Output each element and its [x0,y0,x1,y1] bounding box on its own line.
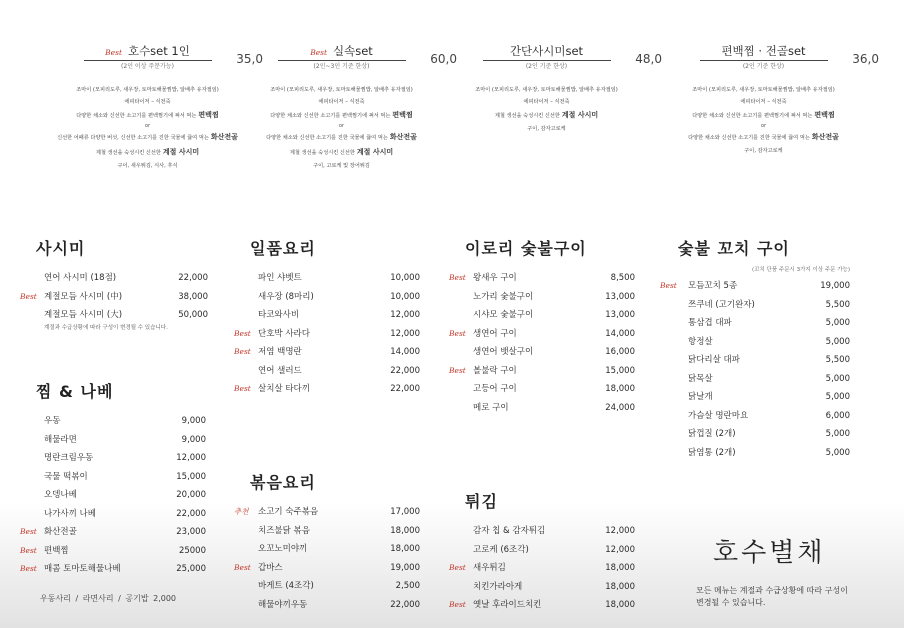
set-line-text: 구이, 감자고로케 [744,148,783,154]
set-note: (2인 이상 주문가능) [121,63,174,70]
menu-item [678,444,850,463]
menu-item-name: 닭염통 (2개) [688,447,736,458]
menu-item [465,578,635,597]
section-ilpum [234,236,420,399]
menu-item-name: 편백찜 [44,545,69,556]
menu-item-name: 계절모듬 사시미 (中) [44,291,123,302]
section-irori [449,236,635,417]
menu-item-name: 파인 샤벳트 [258,273,302,283]
set-line-highlight: 화산전골 [811,133,839,141]
menu-item-name: 노가리 숯불구이 [473,291,534,302]
set-line [234,130,449,145]
menu-list [20,412,206,579]
menu-item-price: 38,000 [178,291,208,302]
set-or-divider [40,123,255,130]
set-title [278,43,406,61]
menu-item [465,306,635,325]
menu-item-price: 10,000 [390,291,420,302]
menu-item-price: 9,000 [181,416,206,426]
set-line-text: 에피타이저 – 식전죽 [523,99,570,105]
set-line [40,145,255,160]
best-tag: Best [20,564,37,573]
menu-item [465,288,635,307]
menu-item [36,505,206,524]
set-line-text: 조마이 (모피리도루, 새우장, 토마토해물찜밥, 알배추 유자절임) [270,87,413,93]
set-line [234,108,449,123]
set-line-text: 구이, 감자고로케 [527,126,566,132]
set-line [234,145,449,160]
menu-item-name: 단호박 사라다 [258,328,310,339]
best-tag: Best [449,365,466,375]
section-title: 일품요리 [250,239,316,258]
set-lines [439,84,654,135]
menu-item-price: 15,000 [176,471,206,482]
menu-item-price: 20,000 [176,490,206,500]
set-line-highlight: 편백찜 [392,111,413,119]
menu-item-name: 모듬꼬치 5종 [688,281,738,291]
set-line-text: 제철 생선을 숙성시킨 신선한 [95,150,161,156]
menu-item-name: 메로 구이 [473,402,509,413]
menu-item-price: 5,000 [825,373,850,384]
set-lines [40,84,255,172]
menu-list [234,503,420,614]
menu-item-name: 고등어 구이 [473,384,517,394]
best-tag: Best [449,600,466,609]
menu-item [250,540,420,559]
menu-item-price: 14,000 [390,347,420,357]
menu-item-name: 화산전골 [44,527,77,537]
menu-item-price: 18,000 [605,581,635,592]
menu-item-name: 통삼겹 대파 [688,318,732,328]
section-title: 이로리 숯불구이 [465,239,587,258]
best-tag: Best [20,527,37,536]
menu-item-name: 저염 백명란 [258,347,302,357]
menu-item-name: 갑바스 [258,562,283,573]
section-note: 계절과 수급상황에 따라 구성이 변경될 수 있습니다. [44,324,168,331]
best-tag: Best [449,273,466,282]
set-or-divider [656,123,871,130]
menu-item [449,596,635,615]
menu-item-price: 5,500 [825,355,850,365]
set-line [40,96,255,108]
set-note: (2인 기준 한상) [525,63,568,70]
set-line-text: or [144,123,151,129]
menu-item [465,541,635,560]
section-bokkeum [234,470,420,614]
best-tag: Best [20,545,37,555]
menu-item [465,380,635,399]
menu-item-name: 왕새우 구이 [473,273,517,283]
menu-item-name: 소고기 숙주볶음 [258,507,319,517]
menu-item-name: 시샤모 숯불구이 [473,310,534,320]
menu-item [20,288,208,307]
set-line [439,108,654,123]
menu-item [678,425,850,444]
menu-item-price: 22,000 [390,365,420,376]
menu-item-price: 22,000 [176,508,206,519]
menu-item [234,559,420,578]
menu-item [250,362,420,381]
set-title-text: 실속set [333,44,373,58]
menu-item-price: 13,000 [605,310,635,320]
section-kkochi [660,236,850,462]
section-jjim [20,379,206,604]
menu-item [678,407,850,426]
menu-item-name: 치즈불닭 볶음 [258,525,310,536]
menu-item [20,523,206,542]
menu-item [465,399,635,418]
set-line [40,108,255,123]
menu-item-name: 명란크림우동 [44,453,94,463]
section-title: 찜 & 나베 [36,382,114,401]
menu-item-name: 연어 샐러드 [258,365,302,376]
set-line [439,123,654,135]
set-line-text: 다양한 채소와 신선한 소고기를 편백찜기에 쪄서 먹는 [270,113,391,119]
menu-item-price: 12,000 [605,526,635,536]
menu-item-price: 22,000 [178,273,208,283]
section-sashimi [20,236,208,331]
menu-item-price: 13,000 [605,291,635,302]
set-line [234,84,449,96]
recommend-tag: 추천 [234,507,249,516]
menu-list [234,269,420,399]
menu-item-name: 연어 사시미 (18점) [44,273,117,283]
menu-item-name: 우동 [44,416,61,426]
best-tag: Best [310,48,328,57]
set-line [656,145,871,157]
set-line [439,96,654,108]
menu-list [449,269,635,417]
menu-item [36,486,206,505]
menu-list [20,269,208,325]
menu-item-price: 19,000 [820,281,850,291]
menu-item [20,560,206,579]
menu-item-price: 17,000 [390,507,420,517]
menu-item-name: 감자 칩 & 감자튀김 [473,526,546,536]
set-line [40,84,255,96]
menu-item-name: 닭날개 [688,392,713,402]
set-line-text: 다양한 채소와 신선한 소고기를 진한 국물에 끓여 먹는 [266,135,388,141]
set-line-highlight: 계절 사시미 [162,148,200,156]
menu-item-name: 새우튀김 [473,563,506,573]
set-title [483,43,611,61]
notice-text: 모든 메뉴는 계절과 수급상황에 따라 구성이 변경될 수 있습니다. [696,586,848,607]
set-line [234,96,449,108]
menu-item-price: 12,000 [605,544,635,555]
menu-item [449,325,635,344]
set-title [700,43,828,61]
set-menu-4 [656,40,879,157]
set-line-highlight: 계절 사시미 [356,148,394,156]
best-tag: Best [660,281,677,290]
menu-item [660,277,850,296]
menu-item [20,542,206,561]
menu-item-price: 9,000 [181,434,206,445]
menu-item [250,596,420,615]
set-note: (2인~3인 기준 한상) [313,63,370,70]
menu-item-price: 10,000 [390,273,420,283]
set-title-text: 간단사시미set [509,44,584,58]
menu-item [234,325,420,344]
set-line-highlight: 편백찜 [198,111,219,119]
menu-item [250,288,420,307]
section-note: (꼬치 단품 주문시 3가지 이상 주문 가능) [752,267,850,273]
menu-item-name: 닭목살 [688,373,713,384]
menu-list [449,522,635,615]
menu-item-price: 25,000 [176,564,206,574]
set-head [656,40,879,66]
menu-item-name: 해물라면 [44,434,77,445]
menu-item-name: 바게트 (4조각) [258,581,314,591]
menu-item-name: 닭다리살 대파 [688,355,740,365]
section-title: 사시미 [36,239,86,258]
menu-list [660,277,850,462]
set-line-text: or [760,123,767,129]
menu-item-name: 쯔쿠네 (고기완자) [688,299,755,310]
menu-item-price: 8,500 [610,273,635,283]
menu-item [36,269,208,288]
menu-item-name: 생연어 구이 [473,328,517,339]
menu-item-name: 계절모듬 사시미 (大) [44,310,123,320]
menu-item [36,468,206,487]
section-twigim [449,489,635,615]
set-line [234,160,449,172]
set-line-text: or [338,123,345,129]
set-head [40,40,263,66]
menu-item [449,269,635,288]
section-title: 숯불 꼬치 구이 [678,239,790,258]
menu-item-name: 해물야끼우동 [258,599,308,610]
set-price: 35,0 [236,52,263,66]
menu-item-price: 16,000 [605,347,635,357]
set-line-text: 제철 생선을 숙성시킨 신선한 [289,150,355,156]
menu-item [250,306,420,325]
menu-item-price: 12,000 [390,328,420,339]
set-line-highlight: 화산전골 [389,133,417,141]
set-price: 60,0 [430,52,457,66]
set-or-divider [234,123,449,130]
best-tag: Best [20,291,37,301]
menu-item-price: 19,000 [390,562,420,573]
set-note: (2인 기준 한상) [742,63,785,70]
menu-item [449,559,635,578]
set-line-highlight: 화산전골 [210,133,238,141]
menu-item-price: 24,000 [605,402,635,413]
set-line-text: 에피타이저 – 식전죽 [318,99,365,105]
menu-item-name: 생연어 뱃살구이 [473,347,534,357]
set-line [656,130,871,145]
set-line-text: 다양한 채소와 신선한 소고기를 편백찜기에 쪄서 먹는 [692,113,813,119]
menu-item-name: 매콤 토마토해물나베 [44,564,121,574]
set-lines [234,84,449,172]
set-line-text: 다양한 채소와 신선한 소고기를 진한 국물에 끓여 먹는 [688,135,810,141]
menu-item [678,296,850,315]
menu-item-price: 18,000 [390,525,420,536]
menu-item-price: 18,000 [605,563,635,573]
menu-item-name: 나가사끼 나베 [44,508,96,519]
menu-item-price: 18,000 [390,544,420,554]
set-line-text: 구이, 고로케 및 장어튀김 [313,163,370,169]
set-line [40,160,255,172]
set-title [84,43,212,61]
best-tag: Best [449,563,466,572]
menu-item [678,370,850,389]
menu-item [234,343,420,362]
menu-item [36,306,208,325]
menu-item-price: 25000 [178,545,206,556]
set-line-text: 제철 생선을 숙성시킨 신선한 [494,113,560,119]
best-tag: Best [234,384,251,393]
menu-item [234,503,420,522]
set-title-text: 편백찜 · 전골set [721,44,806,58]
menu-item [250,522,420,541]
menu-item-price: 18,000 [605,384,635,394]
menu-item [449,362,635,381]
set-menu-2 [234,40,457,172]
set-line-text: 에피타이저 – 식전죽 [124,99,171,105]
best-tag: Best [234,347,251,356]
menu-item-name: 살치살 타다끼 [258,384,310,394]
menu-item-price: 6,000 [825,410,850,421]
set-menu-1 [40,40,263,172]
set-line-text: 조마이 (모피리도루, 새우장, 토마토해물찜밥, 알배추 유자절임) [475,87,618,93]
set-line-text: 구이, 새우튀김, 식사, 후식 [117,163,178,169]
menu-item-name: 타코와사비 [258,310,300,320]
menu-item [36,431,206,450]
menu-item-name: 고로케 (6조각) [473,544,529,555]
menu-item-name: 닭껍질 (2개) [688,429,736,439]
set-line-highlight: 계절 사시미 [561,111,599,119]
menu-item-price: 18,000 [605,600,635,610]
set-price: 48,0 [635,52,662,66]
menu-item [36,449,206,468]
menu-item [465,522,635,541]
set-line-text: 조마이 (모피리도루, 새우장, 토마토해물찜밥, 알배추 유자절임) [692,87,835,93]
menu-item [234,380,420,399]
set-line [656,108,871,123]
set-lines [656,84,871,157]
menu-item-price: 5,000 [825,336,850,347]
menu-item-price: 22,000 [390,599,420,610]
menu-item [678,314,850,333]
section-title: 튀김 [465,492,498,511]
set-line-text: 신선한 어패류 다양한 버섯, 신선한 소고기를 진한 국물에 끓여 먹는 [57,135,209,141]
menu-item-price: 15,000 [605,365,635,376]
menu-item-name: 치킨가라아게 [473,581,523,592]
section-title: 볶음요리 [250,473,316,492]
menu-item-price: 22,000 [390,384,420,394]
menu-item-name: 항정살 [688,336,713,347]
set-head [234,40,457,66]
best-tag: Best [105,48,122,57]
side-extras: 우동사리 / 라면사리 / 공기밥 2,000 [40,593,177,603]
best-tag: Best [234,328,251,338]
set-line-text: 에피타이저 – 식전죽 [740,99,787,105]
best-tag: Best [234,562,251,572]
menu-item-name: 오꼬노미야끼 [258,544,308,554]
menu-item-price: 12,000 [390,310,420,320]
set-line [40,130,255,145]
menu-item-name: 볼불락 구이 [473,365,517,376]
menu-item [678,333,850,352]
menu-item [465,343,635,362]
menu-item-price: 5,000 [825,447,850,458]
menu-item-price: 5,000 [825,392,850,402]
menu-item [250,269,420,288]
menu-item-price: 5,500 [825,299,850,310]
menu-item-name: 가슴살 명란마요 [688,410,749,421]
menu-item-price: 12,000 [176,453,206,463]
menu-item-price: 23,000 [176,527,206,537]
menu-item [678,351,850,370]
menu-item-name: 옛날 후라이드치킨 [473,600,542,610]
menu-item [678,388,850,407]
menu-item-price: 5,000 [825,318,850,328]
menu-item-name: 새우장 (8마리) [258,291,314,302]
set-line-text: 조마이 (모피리도루, 새우장, 토마토해물찜밥, 알배추 유자절임) [76,87,219,93]
menu-item-price: 14,000 [605,328,635,339]
menu-item-name: 오뎅나베 [44,490,77,500]
menu-item [36,412,206,431]
set-menu-3 [439,40,662,135]
brand-name: 호수별채 [713,538,826,568]
set-title-text: 호수set 1인 [127,44,190,58]
menu-item [250,577,420,596]
best-tag: Best [449,328,466,338]
menu-item-price: 50,000 [178,310,208,320]
set-price: 36,0 [852,52,879,66]
menu-item-price: 5,000 [825,429,850,439]
set-line [656,96,871,108]
menu-item-price: 2,500 [395,581,420,591]
set-line [656,84,871,96]
set-line-text: 다양한 채소와 신선한 소고기를 편백찜기에 쪄서 먹는 [76,113,197,119]
menu-item-name: 국물 떡볶이 [44,471,88,482]
set-line-highlight: 편백찜 [814,111,835,119]
set-line [439,84,654,96]
